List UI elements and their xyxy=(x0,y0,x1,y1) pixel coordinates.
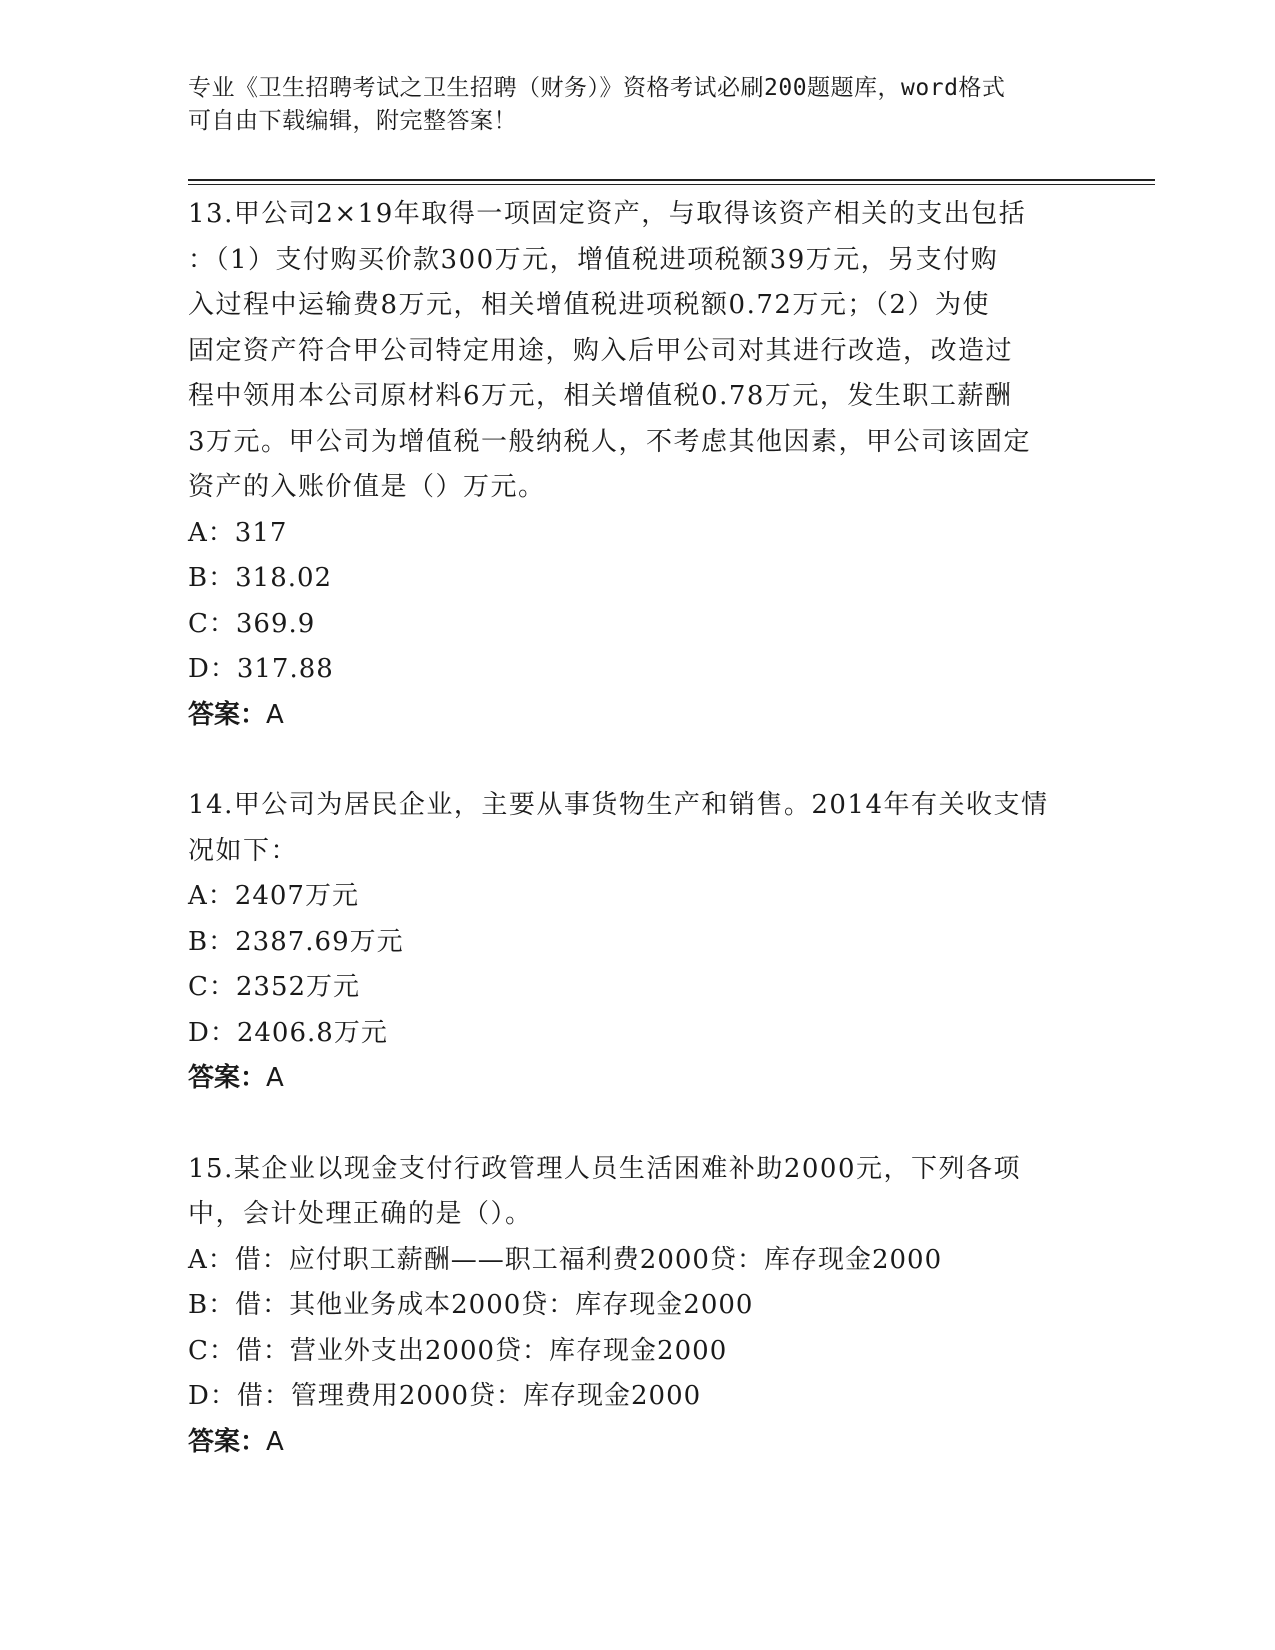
option-a: A：借：应付职工薪酬——职工福利费2000贷：库存现金2000 xyxy=(188,1244,943,1275)
question-text-line: 13.甲公司2×19年取得一项固定资产，与取得该资产相关的支出包括 xyxy=(188,199,1027,229)
option-d: D：借：管理费用2000贷：库存现金2000 xyxy=(188,1381,702,1411)
question-text-line: 14.甲公司为居民企业，主要从事货物生产和销售。2014年有关收支情 xyxy=(188,790,1049,820)
question-text-line: 固定资产符合甲公司特定用途，购入后甲公司对其进行改造，改造过 xyxy=(188,335,1014,366)
option-d: D：2406.8万元 xyxy=(188,1017,388,1048)
option-b: B：318.02 xyxy=(188,563,333,593)
question-spacer xyxy=(188,738,1088,783)
question-spacer xyxy=(188,1102,1088,1147)
answer-value: A xyxy=(266,1063,284,1093)
question-text-line: 15.某企业以现金支付行政管理人员生活困难补助2000元，下列各项 xyxy=(188,1153,1022,1184)
header-line-1: 专业《卫生招聘考试之卫生招聘（财务）》资格考试必刷200题题库，word格式 xyxy=(188,75,1006,101)
answer-line xyxy=(188,1056,1088,1102)
option-c: C：2352万元 xyxy=(188,972,361,1002)
question-text-line: 中，会计处理正确的是（）。 xyxy=(188,1199,533,1229)
header-divider-thin xyxy=(188,184,1155,185)
answer-label: 答案： xyxy=(188,1426,267,1457)
option-a: A：317 xyxy=(188,517,288,548)
question-text-line: 资产的入账价值是（）万元。 xyxy=(188,472,546,502)
option-b: B：2387.69万元 xyxy=(188,926,404,957)
question-15 xyxy=(188,1147,1088,1466)
question-text-line: 入过程中运输费8万元，相关增值税进项税额0.72万元；（2）为使 xyxy=(188,290,990,320)
header-line-2: 可自由下载编辑，附完整答案！ xyxy=(188,108,517,134)
question-14 xyxy=(188,783,1088,1102)
question-text-line: 程中领用本公司原材料6万元，相关增值税0.78万元，发生职工薪酬 xyxy=(188,381,1013,411)
question-13 xyxy=(188,192,1088,738)
answer-value: A xyxy=(266,1426,284,1457)
option-c: C：369.9 xyxy=(188,608,316,639)
option-d: D：317.88 xyxy=(188,654,334,684)
document-header xyxy=(188,72,1088,138)
option-b: B：借：其他业务成本2000贷：库存现金2000 xyxy=(188,1290,754,1320)
question-text-line: ：（1）支付购买价款300万元，增值税进项税额39万元，另支付购 xyxy=(188,244,999,275)
header-divider-thick xyxy=(188,179,1155,181)
question-text-line: 况如下： xyxy=(188,835,299,866)
answer-line xyxy=(188,1420,1088,1466)
answer-label: 答案： xyxy=(188,1063,267,1093)
question-list xyxy=(188,192,1088,1465)
answer-line xyxy=(188,693,1088,739)
option-c: C：借：营业外支出2000贷：库存现金2000 xyxy=(188,1335,728,1366)
answer-value: A xyxy=(266,699,284,730)
answer-label: 答案： xyxy=(188,699,267,730)
question-text-line: 3万元。甲公司为增值税一般纳税人，不考虑其他因素，甲公司该固定 xyxy=(188,426,1032,457)
option-a: A：2407万元 xyxy=(188,881,359,911)
